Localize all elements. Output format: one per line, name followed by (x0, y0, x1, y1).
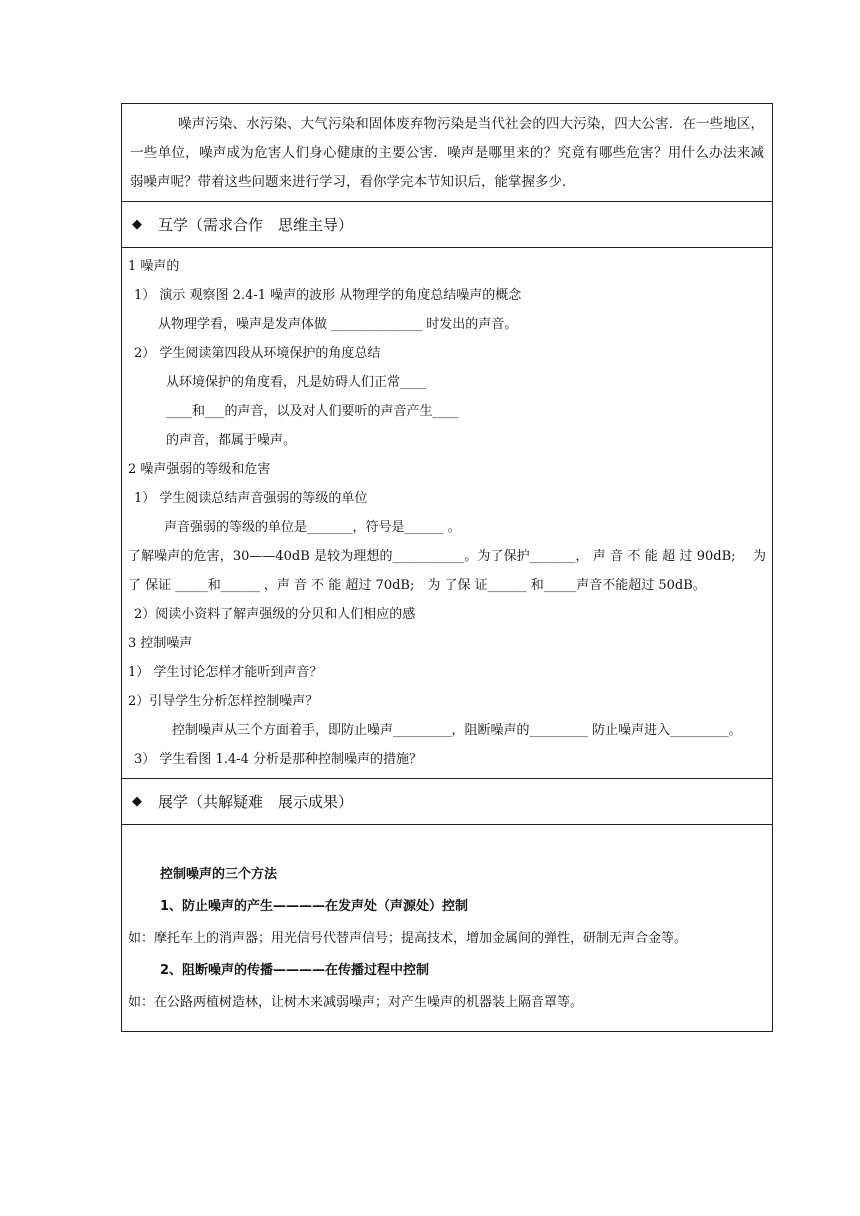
intro-section (122, 104, 772, 202)
line-env-definition-3: 的声音，都属于噪声。 (166, 433, 297, 448)
huxue-body (122, 248, 772, 779)
line-demo: 1） 演示 观察图 2.4-1 噪声的波形 从物理学的角度总结噪声的概念 (134, 288, 522, 303)
huxue-header (122, 202, 772, 248)
line-reading-material: 2）阅读小资料了解声强级的分贝和人们相应的感 (134, 607, 416, 622)
zhanxue-body (122, 825, 772, 1031)
line-figure-analysis: 3） 学生看图 1.4-4 分析是那种控制噪声的措施？ (134, 752, 423, 767)
method-2-title: 2、阻断噪声的传播————在传播过程中控制 (160, 963, 430, 978)
zhanxue-header (122, 779, 772, 825)
method-2-example: 如：在公路两植树造林，让树木来减弱噪声；对产生噪声的机器装上隔音罩等。 (128, 995, 584, 1010)
zhanxue-title: 展学（共解疑难 展示成果） (158, 793, 354, 811)
methods-heading: 控制噪声的三个方法 (160, 867, 278, 882)
diamond-icon: ◆ (132, 217, 142, 232)
line-unit-fill: 声音强弱的等级的单位是_______，符号是______ 。 (164, 520, 461, 535)
line-hazards: 了解噪声的危害，30——40dB 是较为理想的___________。为了保护_______， 声 音 不 能 超 过 90dB; 为 了 保证 _____和______ ，声 音 不 能 超过 70dB; 为 了保 证______ 和_____声音不能超过 50dB。 (128, 549, 766, 593)
topic-2-heading: 2 噪声强弱的等级和危害 (128, 462, 271, 477)
line-reading: 2） 学生阅读第四段从环境保护的角度总结 (134, 346, 381, 361)
line-discussion: 1） 学生讨论怎样才能听到声音？ (128, 665, 323, 680)
line-control-aspects: 控制噪声从三个方面着手，即防止噪声_________，阻断噪声的_________ 防止噪声进入_________。 (172, 723, 742, 738)
line-reading-units: 1） 学生阅读总结声音强弱的等级的单位 (134, 491, 368, 506)
intro-paragraph: 噪声污染、水污染、大气污染和固体废弃物污染是当代社会的四大污染，四大公害．在一些地区，一些单位，噪声成为危害人们身心健康的主要公害．噪声是哪里来的？究竟有哪些危害？用什么办法来减弱噪声呢？带着这些问题来进行学习，看你学完本节知识后，能掌握多少． (130, 116, 764, 190)
line-env-definition-1: 从环境保护的角度看，凡是妨碍人们正常____ (166, 375, 427, 390)
line-env-definition-2: ____和___的声音，以及对人们要听的声音产生____ (166, 404, 459, 419)
line-physics-definition: 从物理学看，噪声是发声体做 ______________ 时发出的声音。 (158, 317, 518, 332)
line-guide: 2）引导学生分析怎样控制噪声？ (128, 694, 319, 709)
method-1-example: 如：摩托车上的消声器；用光信号代替声信号；提高技术，增加金属间的弹性，研制无声合金等。 (128, 931, 688, 946)
diamond-icon: ◆ (132, 794, 142, 809)
lesson-table (121, 103, 773, 1032)
huxue-title: 互学（需求合作 思维主导） (158, 216, 354, 234)
topic-1-heading: 1 噪声的 (128, 259, 180, 274)
method-1-title: 1、防止噪声的产生————在发声处（声源处）控制 (160, 899, 469, 914)
topic-3-heading: 3 控制噪声 (128, 636, 193, 651)
